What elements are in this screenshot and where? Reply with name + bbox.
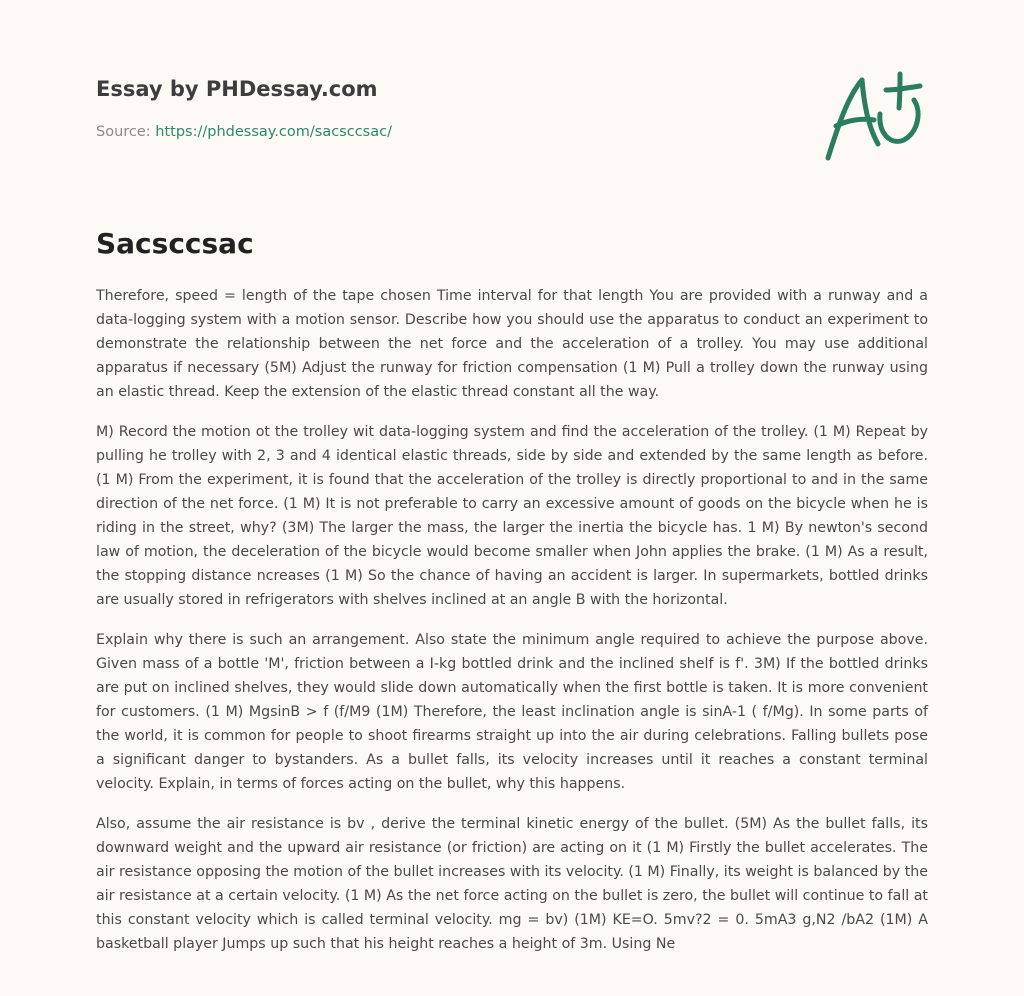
- site-title: Essay by PHDessay.com: [96, 77, 378, 101]
- page-header: [96, 74, 928, 142]
- source-link[interactable]: https://phdessay.com/sacsccsac/: [155, 124, 392, 140]
- paragraph-2: M) Record the motion ot the trolley wit data-logging system and find the acceleration of the trolley. (1 M) Repeat by pulling he trolley with 2, 3 and 4 identical elastic threads, side by side and extended by the same length as before. (1 M) From the experiment, it is found that the acceleration of the trolley is directly proportional to and in the same direction of the net force. (1 M) It is not preferable to carry an excessive amount of goods on the bicycle when he is riding in the street, why? (3M) The larger the mass, the larger the inertia the bicycle has. 1 M) By newton's second law of motion, the deceleration of the bicycle would become smaller when John applies the brake. (1 M) As a result, the stopping distance ncreases (1 M) So the chance of having an accident is larger. In supermarkets, bottled drinks are usually stored in refrigerators with shelves inclined at an angle B with the horizontal.: [96, 424, 928, 608]
- a-plus-logo-svg: [818, 66, 928, 166]
- a-plus-logo-icon: [818, 66, 928, 166]
- document-title: Sacsccsac: [96, 227, 254, 260]
- paragraph-1: Therefore, speed = length of the tape chosen Time interval for that length You are provided with a runway and a data-logging system with a motion sensor. Describe how you should use the apparatus to conduct an experiment to demonstrate the relationship between the net force and the acceleration of a trolley. You may use additional apparatus if necessary (5M) Adjust the runway for friction compensation (1 M) Pull a trolley down the runway using an elastic thread. Keep the extension of the elastic thread constant all the way.: [96, 288, 928, 400]
- document-body: [96, 284, 928, 972]
- source-label: Source:: [96, 124, 156, 140]
- paragraph-3: Explain why there is such an arrangement. Also state the minimum angle required to achieve the purpose above. Given mass of a bottle 'M', friction between a I-kg bottled drink and the inclined shelf is f'. 3M) If the bottled drinks are put on inclined shelves, they would slide down automatically when the first bottle is taken. It is more convenient for customers. (1 M) MgsinB > f (f/M9 (1M) Therefore, the least inclination angle is sinA-1 ( f/Mg). In some parts of the world, it is common for people to shoot firearms straight up into the air during celebrations. Falling bullets pose a significant danger to bystanders. As a bullet falls, its velocity increases until it reaches a constant terminal velocity. Explain, in terms of forces acting on the bullet, why this happens.: [96, 632, 928, 792]
- paragraph-4: Also, assume the air resistance is bv , derive the terminal kinetic energy of the bullet. (5M) As the bullet falls, its downward weight and the upward air resistance (or friction) are acting on it (1 M) Firstly the bullet accelerates. The air resistance opposing the motion of the bullet increases with its velocity. (1 M) Finally, its weight is balanced by the air resistance at a certain velocity. (1 M) As the net force acting on the bullet is zero, the bullet will continue to fall at this constant velocity which is called terminal velocity. mg = bv) (1M) KE=O. 5mv?2 = 0. 5mA3 g,N2 /bA2 (1M) A basketball player Jumps up such that his height reaches a height of 3m. Using Ne: [96, 816, 928, 952]
- source-line: [96, 122, 928, 142]
